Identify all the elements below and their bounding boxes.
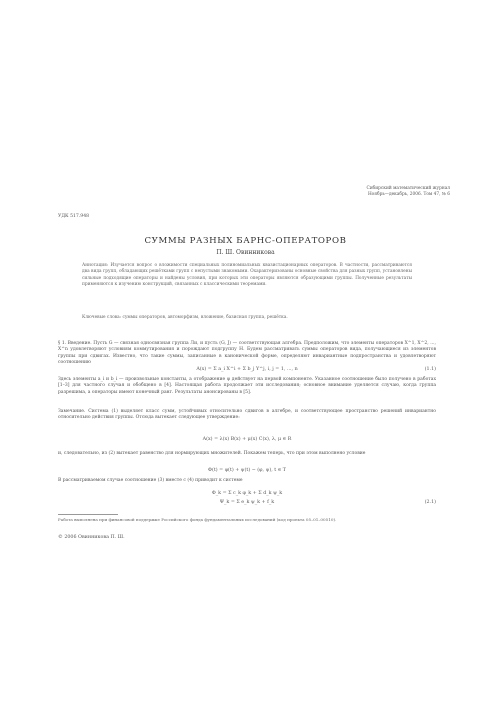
equation-body: A(x) = λ(x) B(x) + μ(x) C(x), λ, μ ∈ R (202, 437, 292, 442)
body-paragraph: Здесь элементы a_i и b_i — произвольные константы, а отображение φ действует на первой компоненте. Указанное соотношение было получено в работах [1–3] для частного случая и обобщено в [4]. Настоящая работа продолжает эти исследования; основное внимание уделяется случаю, когда группа разрешима, а операторы имеют конечный ранг. Результаты анонсированы в [5]. (58, 377, 436, 395)
paper-author: П. Ш. Овинникова (216, 249, 275, 256)
equation-body: Φ_k = Σ c_k φ_k + Σ d_k ψ_k (211, 491, 283, 496)
body-paragraph: § 1. Введение. Пусть G — связная односвязная группа Ли, и пусть (G, J) — соответствующая алгебра. Предположим, что элементы операторов X^1, X^2, ..., X^n удовлетворяют условиям коммутирования и порождают подгруппу H. Будем рассматривать суммы операторов вида, получающиеся из элементов группы при сдвигах. Известно, что такие суммы, записанные в канонической форме, определяют инвариантные подпространства и удовлетворяют соотношению (58, 341, 436, 366)
equation-body: Ψ_k = Σ e_k ψ_k + f_k (219, 500, 275, 505)
body-paragraph: В рассматриваемом случае соотношение (3) вместе с (4) приводит к системе (58, 478, 243, 483)
abstract-text: Аннотация: Изучается вопрос о вложимости специальных полиномиальных квазистационарных операторов. В частности, рассматриваются два вида групп, обладающих решётками групп с непустыми знакомыми. Охарактеризованы основные свойства для разных групп, установлены сильные подходящие операторы и найдены условия, при которых эти операторы являются образующими группы. Полученные результаты применяются к изучению конструкций, связанных с классическими теоремами. (82, 263, 412, 287)
footnote: Работа выполнена при финансовой поддержке Российского фонда фундаментальных исследований (код проекта 05–01–00510). (58, 517, 337, 522)
journal-issue: Ноябрь—декабрь, 2006. Том 47, № 6 (367, 192, 450, 197)
udc-code: УДК 517.948 (58, 214, 90, 219)
equation-body: Φ(t) = φ(t) + ψ(t) − (φ, ψ), t ∈ T (208, 468, 286, 473)
footnote-divider (58, 514, 118, 515)
equation-body: A(x) = Σ a_i X^i + Σ b_j Y^j, i, j = 1, ..., n (196, 367, 298, 372)
body-paragraph: и, следовательно, из (2) вытекает равенство для нормирующих множителей. Покажем теперь, что при этом выполнено условие (58, 451, 366, 456)
body-paragraph: Замечание. Система (1) выделяет класс сумм, устойчивых относительно сдвигов в алгебре, и соответствующее пространство решений инвариантно относительно действия группы. Отсюда вытекает следующее утверждение: (58, 409, 436, 421)
copyright-line: © 2006 Овинникова П. Ш. (58, 535, 125, 540)
keywords-text: Ключевые слова: суммы операторов, автоморфизм, вложение, базисная группа, решётка. (82, 315, 288, 320)
equation-number: (1.1) (424, 367, 436, 372)
paper-title: СУММЫ РАЗНЫХ БАРНС-ОПЕРАТОРОВ (144, 236, 347, 246)
journal-header (280, 186, 450, 198)
equation-number: (2.1) (424, 500, 436, 505)
journal-name: Сибирский математический журнал (366, 186, 450, 191)
